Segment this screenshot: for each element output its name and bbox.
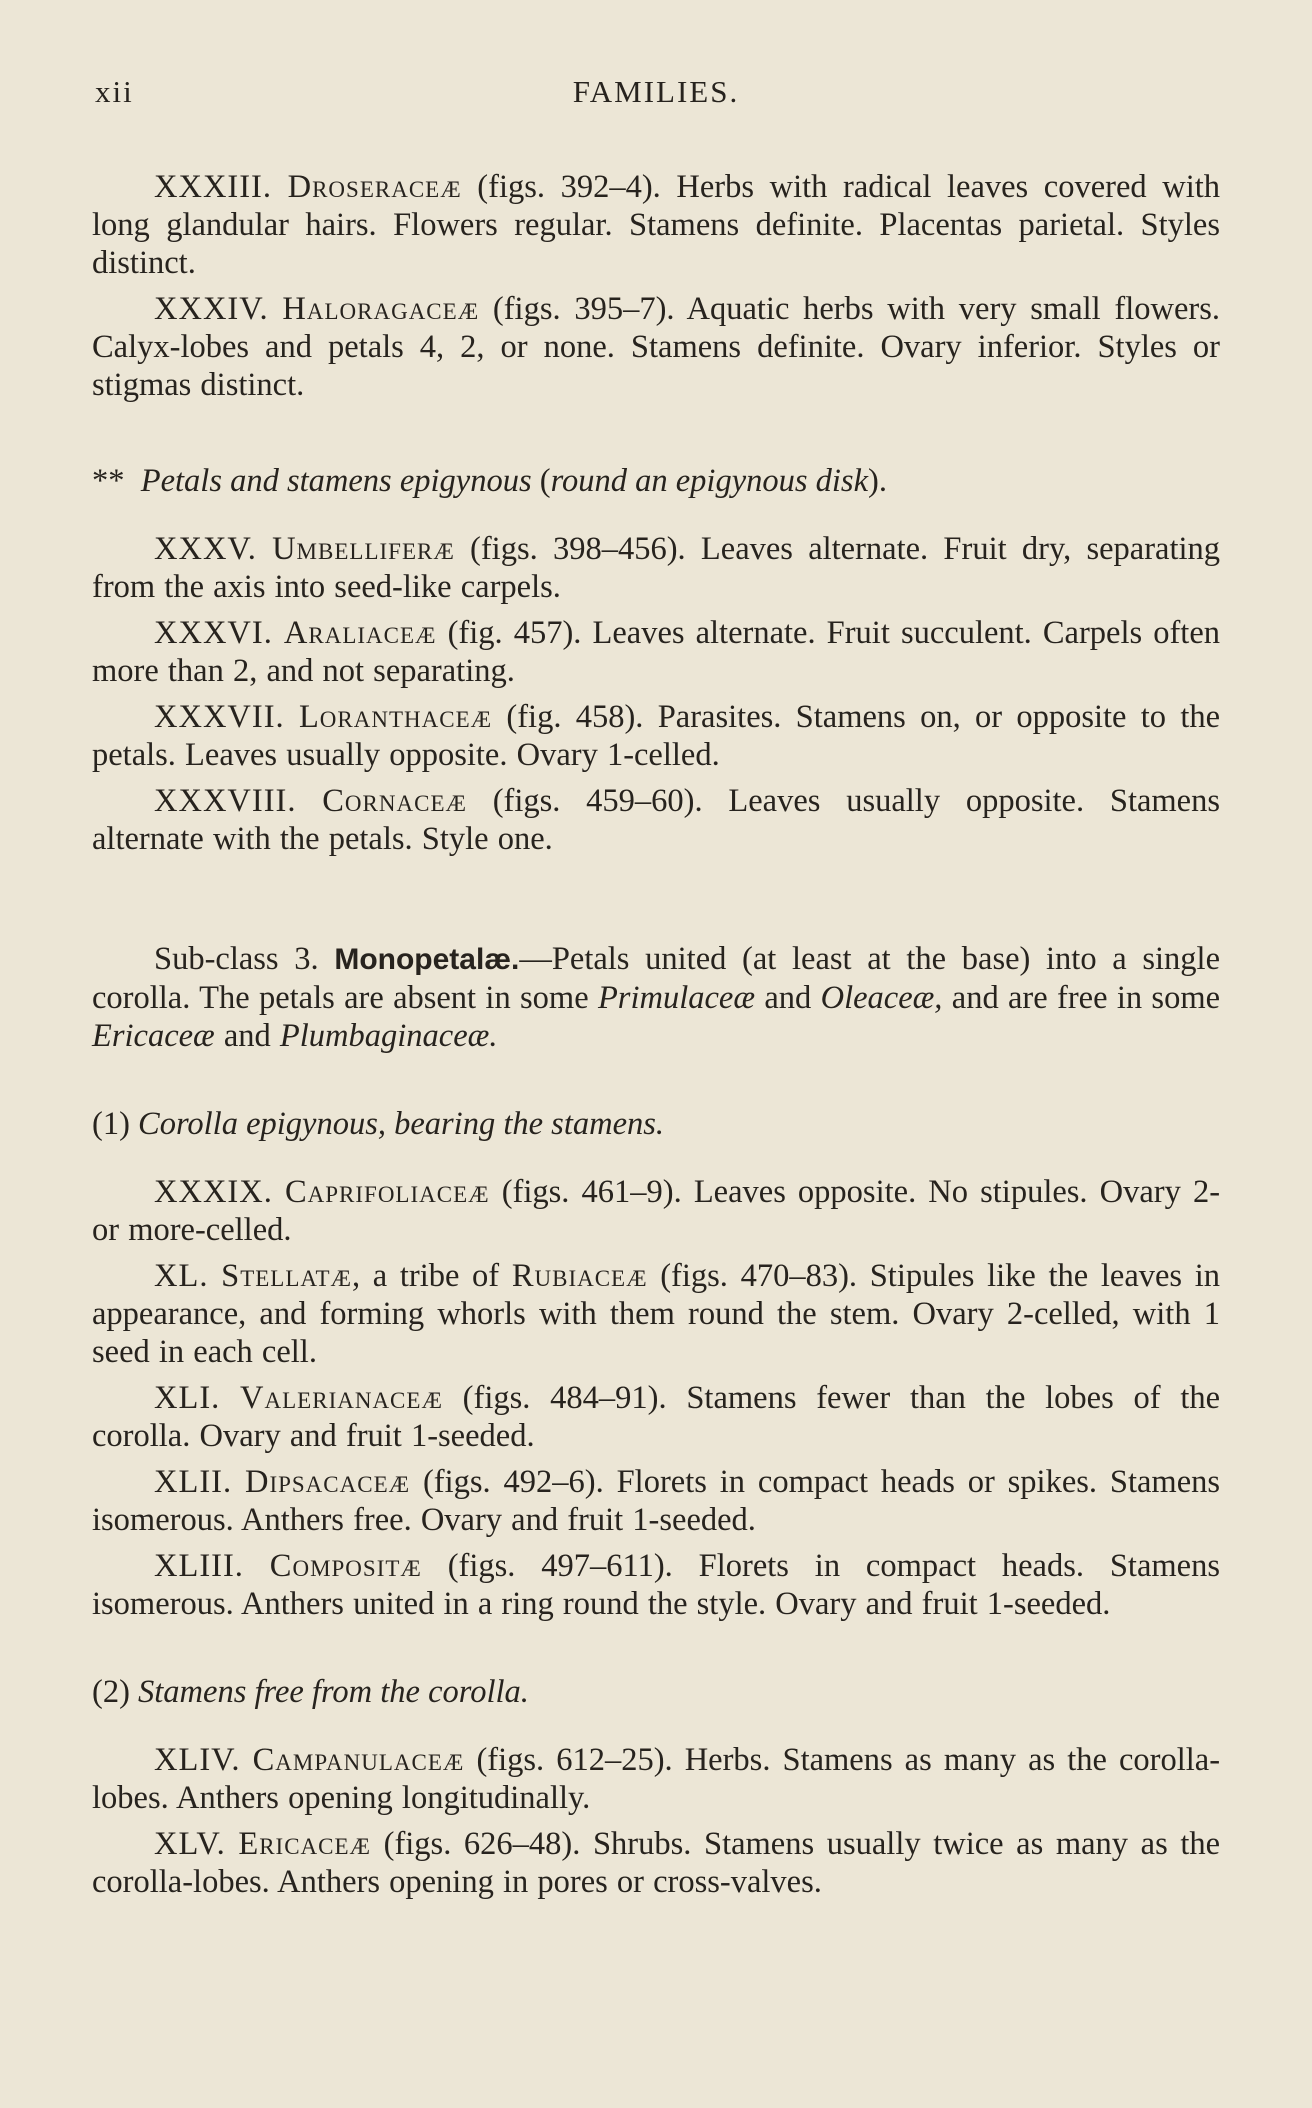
entry-number: XXXIV. (154, 291, 269, 327)
family-entry (92, 698, 1220, 774)
running-header (92, 70, 1220, 120)
family-reference: Primulaceæ (597, 980, 756, 1016)
heading-text: Petals and stamens epigynous (140, 463, 532, 499)
entry-text: Leaves alternate. Fruit dry, separating from the axis into seed-like carpels. (92, 531, 1221, 605)
family-name: Caprifoliaceæ (284, 1174, 490, 1210)
family-entry (92, 1463, 1220, 1539)
family-reference: Oleaceæ, (820, 980, 943, 1016)
entry-text: Leaves usually opposite. Stamens alternate with the petals. Style one. (92, 783, 1220, 857)
figure-ref: (figs. 484–91). (462, 1380, 667, 1416)
figure-ref: (figs. 459–60). (492, 783, 703, 819)
figure-ref: (figs. 395–7). (492, 291, 675, 327)
entry-text: Stamens fewer than the lobes of the corolla. Ovary and fruit 1-seeded. (92, 1380, 1221, 1454)
page-title: FAMILIES. (572, 74, 740, 109)
family-name: Araliaceæ (283, 615, 437, 651)
figure-ref: (figs. 392–4). (477, 169, 661, 205)
entry-number: XXXVII. (154, 699, 285, 735)
heading-text: Stamens free from the corolla. (138, 1674, 529, 1710)
entry-number: XXXIX. (154, 1174, 273, 1210)
figure-ref: (fig. 458). (506, 699, 644, 735)
entry-number: XL. (154, 1258, 209, 1294)
figure-ref: (figs. 492–6). (422, 1464, 604, 1500)
family-entry (92, 1547, 1220, 1623)
heading-subtext: round an epigynous disk (550, 463, 869, 499)
family-entry (92, 1257, 1220, 1371)
family-name: Compositæ (269, 1548, 422, 1584)
section-number: (2) (92, 1674, 130, 1710)
family-entry (92, 1741, 1220, 1817)
section-heading (92, 1105, 1220, 1143)
page-number: xii (95, 74, 134, 109)
entry-text: , a tribe of (351, 1258, 500, 1294)
figure-ref: (figs. 497–611). (447, 1548, 673, 1584)
family-name: Stellatæ (221, 1258, 352, 1294)
family-entry (92, 168, 1220, 282)
subclass-paragraph (92, 940, 1220, 1055)
figure-ref: (fig. 457). (447, 615, 582, 651)
subclass-text: and (223, 1018, 271, 1054)
family-name: Dipsacaceæ (244, 1464, 411, 1500)
entry-text: Aquatic herbs with very small flowers. Calyx-lobes and petals 4, 2, or none. Stamens definite. Ovary inferior. Styles or stigmas distinct. (92, 291, 1221, 403)
entry-text: Florets in compact heads. Stamens isomerous. Anthers united in a ring round the style. Ovary and fruit 1-seeded. (92, 1548, 1220, 1622)
heading-text: Corolla epigynous, bearing the stamens. (138, 1106, 665, 1142)
entry-text: Florets in compact heads or spikes. Stamens isomerous. Anthers free. Ovary and fruit 1-seeded. (92, 1464, 1221, 1538)
family-entry (92, 614, 1220, 690)
entry-number: XXXVI. (154, 615, 273, 651)
family-entry (92, 1825, 1220, 1901)
entry-number: XLI. (154, 1380, 221, 1416)
family-name: Valerianaceæ (240, 1380, 443, 1416)
figure-ref: (figs. 398–456). (470, 531, 686, 567)
family-reference: Plumbaginaceæ. (279, 1018, 498, 1054)
figure-ref: (figs. 612–25). (476, 1742, 673, 1778)
entry-number: XLIII. (154, 1548, 244, 1584)
family-entry (92, 782, 1220, 858)
section-heading: ** Petals and stamens epigynous (round an epigynous disk). (92, 463, 887, 499)
family-entry (92, 1173, 1220, 1249)
section-number: (1) (92, 1106, 130, 1142)
subclass-text: —Petals united (at least at the base) into a single corolla. The petals are absent in some (92, 941, 1221, 1016)
subclass-name: Monopetalæ. (334, 943, 520, 976)
family-entry (92, 290, 1220, 404)
family-name: Droseraceæ (287, 169, 462, 205)
section-mark: ** (92, 463, 125, 499)
entry-text: Parasites. Stamens on, or opposite to the petals. Leaves usually opposite. Ovary 1-celled. (92, 699, 1221, 773)
entry-text: Herbs with radical leaves covered with long glandular hairs. Flowers regular. Stamens definite. Placentas parietal. Styles distinct. (92, 169, 1221, 281)
family-name: Loranthaceæ (298, 699, 493, 735)
family-name: Cornaceæ (322, 783, 467, 819)
family-name: Umbelliferæ (272, 531, 455, 567)
family-name: Ericaceæ (238, 1826, 372, 1862)
entry-number: XLIV. (154, 1742, 241, 1778)
entry-number: XLII. (154, 1464, 233, 1500)
family-reference: Ericaceæ (92, 1018, 215, 1054)
entry-text: Herbs. Stamens as many as the corolla-lobes. Anthers opening longitudinally. (92, 1742, 1221, 1816)
subclass-text: and are free in some (951, 980, 1221, 1016)
figure-ref: (figs. 626–48). (383, 1826, 581, 1862)
family-name: Campanulaceæ (252, 1742, 465, 1778)
family-entry (92, 1379, 1220, 1455)
subclass-label: Sub-class 3. (154, 941, 319, 977)
entry-number: XLV. (154, 1826, 226, 1862)
entry-text: Shrubs. Stamens usually twice as many as the corolla-lobes. Anthers opening in pores or cross-valves. (92, 1826, 1221, 1900)
entry-number: XXXIII. (154, 169, 273, 205)
entry-text: Leaves alternate. Fruit succulent. Carpels often more than 2, and not separating. (92, 615, 1221, 689)
family-name: Rubiaceæ (511, 1258, 648, 1294)
family-entry (92, 530, 1220, 606)
family-name: Haloragaceæ (282, 291, 480, 327)
figure-ref: (figs. 470–83). (660, 1258, 858, 1294)
entry-text: Stipules like the leaves in appearance, and forming whorls with them round the stem. Ovary 2-celled, with 1 seed in each cell. (92, 1258, 1221, 1370)
entry-number: XXXV. (154, 531, 257, 567)
entry-text: Leaves opposite. No stipules. Ovary 2- or more-celled. (92, 1174, 1221, 1248)
page-body (92, 168, 1220, 1901)
subclass-text: and (764, 980, 812, 1016)
entry-number: XXXVIII. (154, 783, 297, 819)
section-heading (92, 1673, 1220, 1711)
figure-ref: (figs. 461–9). (501, 1174, 682, 1210)
